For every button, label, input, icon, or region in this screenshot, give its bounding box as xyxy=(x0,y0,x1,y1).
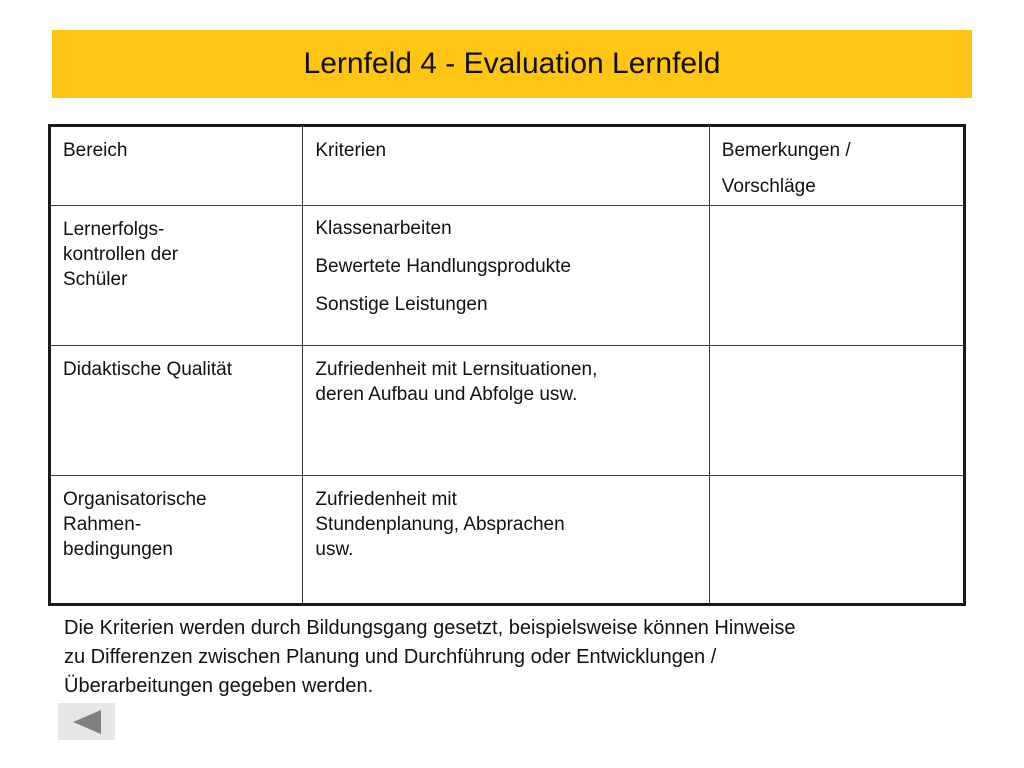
cell-kriterien xyxy=(303,206,709,346)
page-title: Lernfeld 4 - Evaluation Lernfeld xyxy=(303,47,721,80)
cell-text: kontrollen der xyxy=(63,244,179,265)
evaluation-table xyxy=(48,124,966,606)
cell-bereich xyxy=(50,346,303,476)
cell-bereich xyxy=(50,206,303,346)
header-cell-bemerkungen xyxy=(709,126,964,206)
footnote-line: zu Differenzen zwischen Planung und Durchführung oder Entwicklungen / xyxy=(64,646,717,668)
footnote xyxy=(64,614,984,701)
triangle-left-icon xyxy=(69,709,105,735)
cell-kriterien xyxy=(303,346,709,476)
footnote-line: Die Kriterien werden durch Bildungsgang gesetzt, beispielsweise können Hinweise xyxy=(64,617,796,639)
cell-text: Organisatorische xyxy=(63,489,207,510)
cell-text: Bewertete Handlungsprodukte xyxy=(315,256,571,277)
footnote-line: Überarbeitungen gegeben werden. xyxy=(64,675,374,697)
header-cell-kriterien xyxy=(303,126,709,206)
cell-text: deren Aufbau und Abfolge usw. xyxy=(315,384,578,405)
table-row xyxy=(50,346,965,476)
header-cell-bereich xyxy=(50,126,303,206)
cell-text: Lernerfolgs- xyxy=(63,219,165,240)
table-row xyxy=(50,206,965,346)
back-button[interactable] xyxy=(58,703,115,740)
title-banner xyxy=(52,30,972,98)
cell-text: Rahmen- xyxy=(63,514,142,535)
cell-bereich xyxy=(50,476,303,605)
cell-text: Zufriedenheit mit Lernsituationen, xyxy=(315,359,598,380)
table-row xyxy=(50,476,965,605)
header-kriterien: Kriterien xyxy=(315,140,387,161)
cell-text: Sonstige Leistungen xyxy=(315,294,488,315)
cell-text: bedingungen xyxy=(63,539,173,560)
cell-text: Klassenarbeiten xyxy=(315,218,452,239)
table-header-row xyxy=(50,126,965,206)
header-bereich: Bereich xyxy=(63,140,128,161)
cell-bemerkungen xyxy=(709,346,964,476)
cell-bemerkungen xyxy=(709,476,964,605)
cell-text: Schüler xyxy=(63,269,128,290)
cell-text: Zufriedenheit mit xyxy=(315,489,457,510)
cell-text: Didaktische Qualität xyxy=(63,359,232,380)
cell-text: Stundenplanung, Absprachen xyxy=(315,514,565,535)
header-vorschlaege: Vorschläge xyxy=(721,176,816,197)
cell-kriterien xyxy=(303,476,709,605)
header-bemerkungen: Bemerkungen / xyxy=(721,140,851,161)
cell-text: usw. xyxy=(315,539,354,560)
cell-bemerkungen xyxy=(709,206,964,346)
